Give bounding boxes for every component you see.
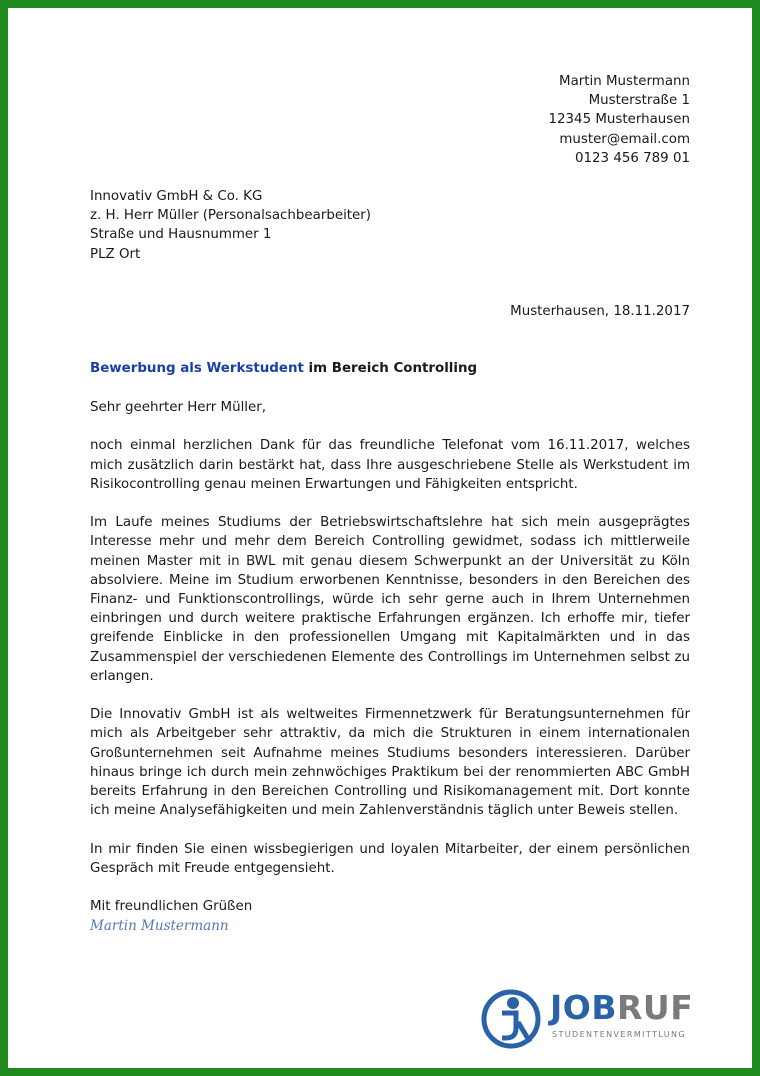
subject-line xyxy=(90,359,477,378)
subject-highlight: Bewerbung als Werkstudent xyxy=(90,361,304,376)
signature: Martin Mustermann xyxy=(90,918,229,935)
recipient-street: Straße und Hausnummer 1 xyxy=(90,227,272,243)
logo-brand-b: RUF xyxy=(616,988,694,1027)
logo-brand-a: JOB xyxy=(550,988,617,1027)
closing-block xyxy=(90,897,690,936)
salutation: Sehr geehrter Herr Müller, xyxy=(90,400,267,415)
date-line: Musterhausen, 18.11.2017 xyxy=(510,304,690,319)
sender-email: muster@email.com xyxy=(559,131,690,147)
sender-phone: 0123 456 789 01 xyxy=(574,150,690,166)
closing: Mit freundlichen Grüßen xyxy=(90,899,253,915)
recipient-block xyxy=(90,187,371,264)
paragraph-3: Die Innovativ GmbH ist als weltweites Firmennetzwerk für Beratungsunternehmen für mich als Arbeitgeber sehr attraktiv, da mich die Strukturen in einem internationalen Großunternehmen seit Aufnahme meines Studiums besonders interessieren. Darüber hinaus bringe ich durch mein zehnwöchiges Praktikum bei der renommierten ABC GmbH bereits Erfahrung in den Bereichen Controlling und Risikomanagement mit. Dort konnte ich meine Analysefähigkeiten und mein Zahlenverständnis täglich unter Beweis stellen. xyxy=(90,707,690,819)
sender-street: Musterstraße 1 xyxy=(588,93,690,109)
sender-name: Martin Mustermann xyxy=(559,74,690,89)
sender-block xyxy=(548,72,690,168)
recipient-attention: z. H. Herr Müller (Personalsachbearbeiter) xyxy=(90,208,372,224)
paragraph-1: noch einmal herzlichen Dank für das freundliche Telefonat vom 16.11.2017, welches mich zusätzlich darin bestärkt hat, dass Ihre ausgeschriebene Stelle als Werkstudent im Risikocontrolling genau meinen Erwartungen und Fähigkeiten entspricht. xyxy=(90,438,690,492)
paragraph-4: In mir finden Sie einen wissbegierigen und loyalen Mitarbeiter, der einem persönlichen Gespräch mit Freude entgegensieht. xyxy=(90,841,690,876)
letter-body xyxy=(90,398,690,937)
paragraph-2: Im Laufe meines Studiums der Betriebswirtschaftslehre hat sich mein ausgeprägtes Interesse mehr und mehr dem Bereich Controlling gewidmet, sodass ich mittlerweile meinen Master mit in BWL mit genau diesem Schwerpunkt an der Universität zu Köln absolviere. Meine im Studium erworbenen Kenntnisse, besonders in den Bereichen des Finanz- und Funktionscontrollings, würde ich sehr gerne auch in Ihrem Unternehmen einbringen und durch weitere praktische Erfahrungen ergänzen. Ich erhoffe mir, tiefer greifende Einblicke in den professionellen Umgang mit Kapitalmärkten und in das Zusammenspiel der verschiedenen Elemente des Controllings im Unternehmen selbst zu erlangen. xyxy=(90,515,690,684)
subject-rest: im Bereich Controlling xyxy=(303,361,478,376)
person-circle-icon xyxy=(480,988,542,1050)
logo-wordmark xyxy=(550,990,693,1026)
recipient-city: PLZ Ort xyxy=(90,246,141,262)
sender-city: 12345 Musterhausen xyxy=(548,112,690,128)
logo-tagline: STUDENTENVERMITTLUNG xyxy=(552,1030,687,1039)
recipient-company: Innovativ GmbH & Co. KG xyxy=(90,189,263,204)
jobruf-logo xyxy=(480,988,695,1050)
